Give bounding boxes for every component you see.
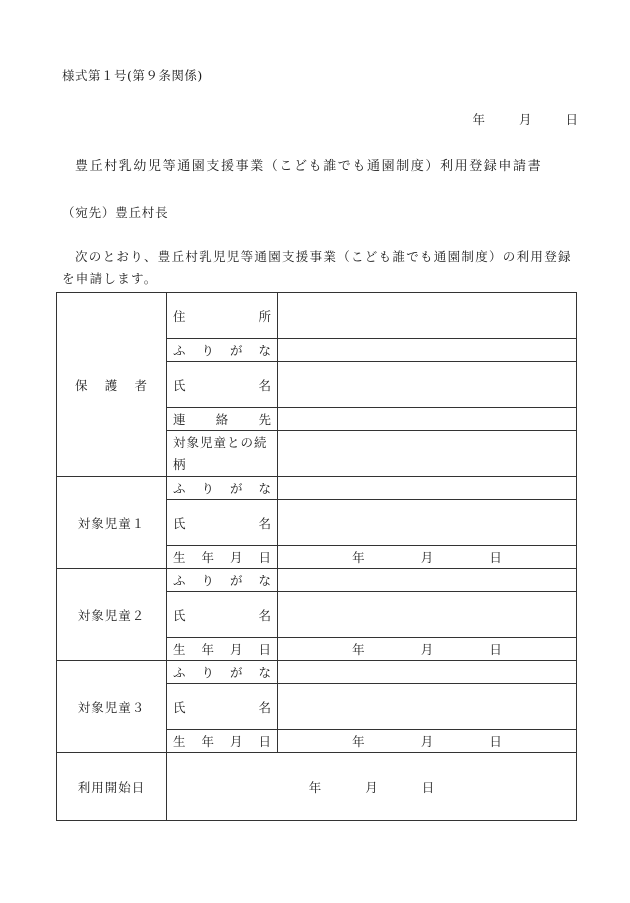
child2-name-label: 氏 名 [167, 592, 278, 638]
child3-birthdate-field[interactable]: 年 月 日 [278, 730, 577, 753]
intro-paragraph: 次のとおり、豊丘村乳児児等通園支援事業（こども誰でも通園制度）の利用登録を申請します。 [62, 249, 572, 286]
child3-furigana-field[interactable] [278, 661, 577, 684]
start-date-label: 利用開始日 [57, 753, 167, 821]
child1-furigana-field[interactable] [278, 477, 577, 500]
guardian-char: 者 [134, 377, 148, 393]
child1-name-field[interactable] [278, 500, 577, 546]
guardian-contact-field[interactable] [278, 408, 577, 431]
child1-group-label: 対象児童１ [57, 477, 167, 569]
child3-name-label: 氏 名 [167, 684, 278, 730]
child1-birthdate-field[interactable]: 年 月 日 [278, 546, 577, 569]
guardian-relation-label: 対象児童との続柄 [167, 431, 278, 477]
form-number: 様式第１号(第９条関係) [62, 68, 203, 83]
child2-group-label: 対象児童２ [57, 569, 167, 661]
addressee: （宛先）豊丘村長 [62, 205, 169, 220]
date-day-label: 日 [565, 112, 578, 127]
child3-birthdate-label: 生 年 月 日 [167, 730, 278, 753]
document-title: 豊丘村乳幼児等通園支援事業（こども誰でも通園制度）利用登録申請書 [75, 159, 543, 174]
child3-group-label: 対象児童３ [57, 661, 167, 753]
date-year-label: 年 [472, 112, 485, 127]
child1-name-label: 氏 名 [167, 500, 278, 546]
child2-birthdate-field[interactable]: 年 月 日 [278, 638, 577, 661]
child3-furigana-row [57, 661, 577, 684]
child2-furigana-label: ふ り が な [167, 569, 278, 592]
child2-furigana-row [57, 569, 577, 592]
guardian-address-row [57, 293, 577, 339]
child3-furigana-label: ふ り が な [167, 661, 278, 684]
child1-furigana-row [57, 477, 577, 500]
date-month-label: 月 [518, 112, 532, 127]
child3-name-field[interactable] [278, 684, 577, 730]
application-date [472, 110, 578, 128]
guardian-group-label [57, 293, 167, 477]
guardian-furigana-label: ふ り が な [167, 339, 278, 362]
guardian-char: 保 [75, 377, 89, 393]
guardian-char: 護 [104, 377, 119, 393]
guardian-address-field[interactable] [278, 293, 577, 339]
guardian-name-field[interactable] [278, 362, 577, 408]
guardian-address-label: 住 所 [167, 293, 278, 339]
child1-birthdate-label: 生 年 月 日 [167, 546, 278, 569]
start-date-field[interactable]: 年 月 日 [167, 753, 577, 821]
child1-furigana-label: ふ り が な [167, 477, 278, 500]
child2-name-field[interactable] [278, 592, 577, 638]
guardian-relation-field[interactable] [278, 431, 577, 477]
start-date-row [57, 753, 577, 821]
child2-furigana-field[interactable] [278, 569, 577, 592]
child2-birthdate-label: 生 年 月 日 [167, 638, 278, 661]
guardian-furigana-field[interactable] [278, 339, 577, 362]
guardian-name-label: 氏 名 [167, 362, 278, 408]
application-form-table [56, 292, 577, 821]
guardian-contact-label: 連 絡 先 [167, 408, 278, 431]
